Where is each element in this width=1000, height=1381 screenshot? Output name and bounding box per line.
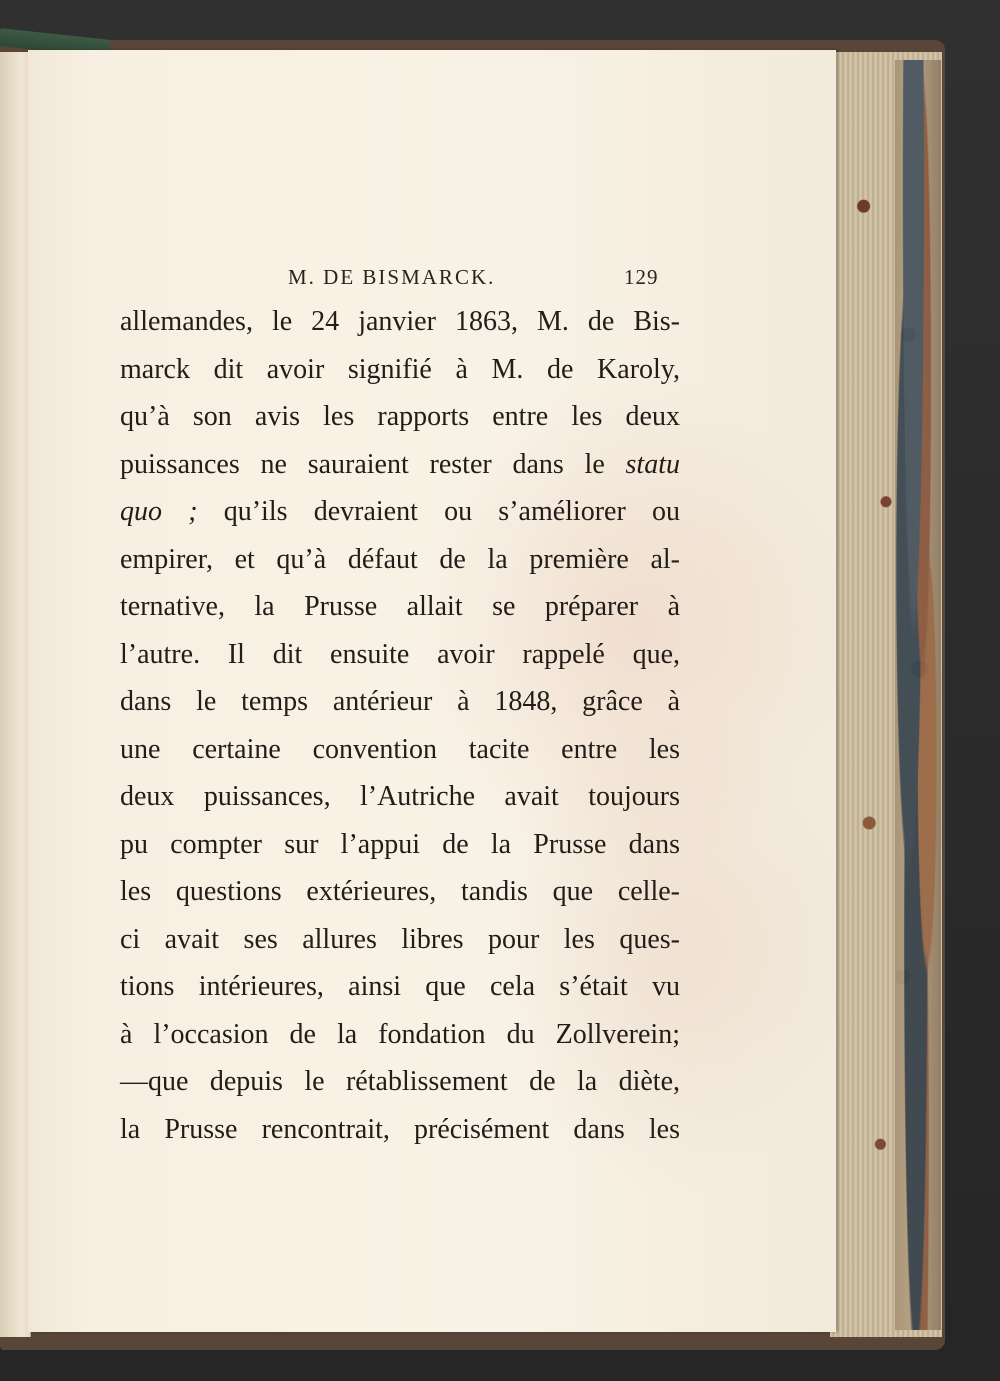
text-line: qu’à son avis les rapports entre les deux (120, 401, 680, 432)
text-line: deux puissances, l’Autriche avait toujours (120, 781, 680, 812)
text-line (120, 441, 680, 489)
text-line (120, 488, 680, 536)
text-line: allemandes, le 24 janvier 1863, M. de Bis- (120, 306, 680, 337)
text-line: à l’occasion de la fondation du Zollverein; (120, 1018, 680, 1050)
text-line: empirer, et qu’à défaut de la première al- (120, 543, 680, 575)
text-line: les questions extérieures, tandis que celle- (120, 876, 680, 907)
italic-text: quo ; (120, 496, 198, 527)
text-line: ternative, la Prusse allait se préparer à (120, 591, 680, 622)
italic-text: statu (625, 448, 680, 480)
text-line: pu compter sur l’appui de la Prusse dans (120, 828, 680, 860)
text-line: la Prusse rencontrait, précisément dans les (120, 1113, 680, 1145)
page-header (28, 265, 836, 295)
book-page (28, 50, 836, 1332)
text-line: marck dit avoir signifié à M. de Karoly, (120, 353, 680, 385)
marbled-edge (895, 60, 941, 1330)
previous-page-edge (0, 52, 31, 1337)
text-segment: puissances ne sauraient rester dans le (120, 448, 626, 480)
text-line: ci avait ses allures libres pour les ques- (120, 923, 680, 955)
text-line: une certaine convention tacite entre les (120, 733, 680, 765)
page-number: 129 (624, 265, 659, 289)
body-text (120, 298, 680, 1153)
text-line: —que depuis le rétablissement de la diète, (120, 1066, 680, 1097)
text-line: dans le temps antérieur à 1848, grâce à (120, 686, 680, 717)
running-title: M. DE BISMARCK. (288, 265, 496, 289)
text-line: l’autre. Il dit ensuite avoir rappelé que, (120, 638, 680, 670)
text-segment: qu’ils devraient ou s’améliorer ou (197, 496, 680, 527)
text-line: tions intérieures, ainsi que cela s’était vu (120, 971, 680, 1002)
